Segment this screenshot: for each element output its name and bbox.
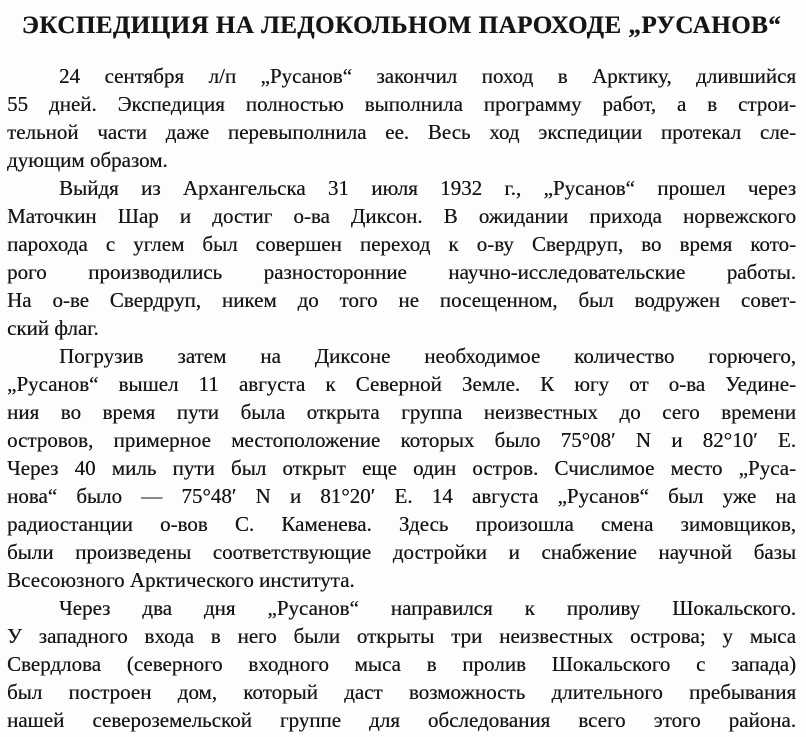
text-line: были произведены соответствующие достройки и снабжение научной базы xyxy=(7,540,796,564)
text-line: 55 дней. Экспедиция полностью выполнила программу работ, а в строи- xyxy=(7,92,796,116)
text-line: ский флаг. xyxy=(7,316,99,340)
text-line: нашей североземельской группе для обследования всего этого района. xyxy=(7,708,796,732)
text-line: ния во время пути была открыта группа неизвестных до сего времени xyxy=(7,400,796,424)
text-line: Свердлова (северного входного мыса в пролив Шокальского с запада) xyxy=(7,652,796,676)
text-line: дующим образом. xyxy=(7,148,168,172)
text-line: Через 40 миль пути был открыт еще один остров. Счислимое место „Руса- xyxy=(7,456,796,480)
text-line: Выйдя из Архангельска 31 июля 1932 г., „Русанов“ прошел через xyxy=(59,176,796,200)
text-line: Через два дня „Русанов“ направился к проливу Шокальского. xyxy=(59,596,796,620)
paragraph xyxy=(7,62,796,174)
text-line: нова“ было — 75°48′ N и 81°20′ E. 14 августа „Русанов“ был уже на xyxy=(7,484,796,508)
text-line: парохода с углем был совершен переход к о-ву Свердруп, во время кото- xyxy=(7,232,796,256)
paragraph xyxy=(7,594,796,734)
text-line: радиостанции о-вов С. Каменева. Здесь произошла смена зимовщиков, xyxy=(7,512,796,536)
text-line: На о-ве Свердруп, никем до того не посещенном, был водружен совет- xyxy=(7,288,796,312)
text-line: 24 сентября л/п „Русанов“ закончил поход в Арктику, длившийся xyxy=(59,64,796,88)
paragraph xyxy=(7,174,796,342)
document-body xyxy=(7,62,796,734)
text-line: „Русанов“ вышел 11 августа к Северной Земле. К югу от о-ва Уедине- xyxy=(7,372,796,396)
text-line: рого производились разносторонние научно-исследовательские работы. xyxy=(7,260,796,284)
paragraph xyxy=(7,342,796,594)
text-line: Всесоюзного Арктического института. xyxy=(7,568,355,592)
text-line: островов, примерное местоположение которых было 75°08′ N и 82°10′ E. xyxy=(7,428,796,452)
text-line: был построен дом, который даст возможность длительного пребывания xyxy=(7,680,796,704)
text-line: тельной части даже перевыполнила ее. Весь ход экспедиции протекал сле- xyxy=(7,120,796,144)
text-line: У западного входа в него были открыты три неизвестных острова; у мыса xyxy=(7,624,796,648)
text-line: Маточкин Шар и достиг о-ва Диксон. В ожидании прихода норвежского xyxy=(7,204,796,228)
document-title: ЭКСПЕДИЦИЯ НА ЛЕДОКОЛЬНОМ ПАРОХОДЕ „РУСАНОВ“ xyxy=(21,12,782,39)
text-line: Погрузив затем на Диксоне необходимое количество горючего, xyxy=(59,344,796,368)
